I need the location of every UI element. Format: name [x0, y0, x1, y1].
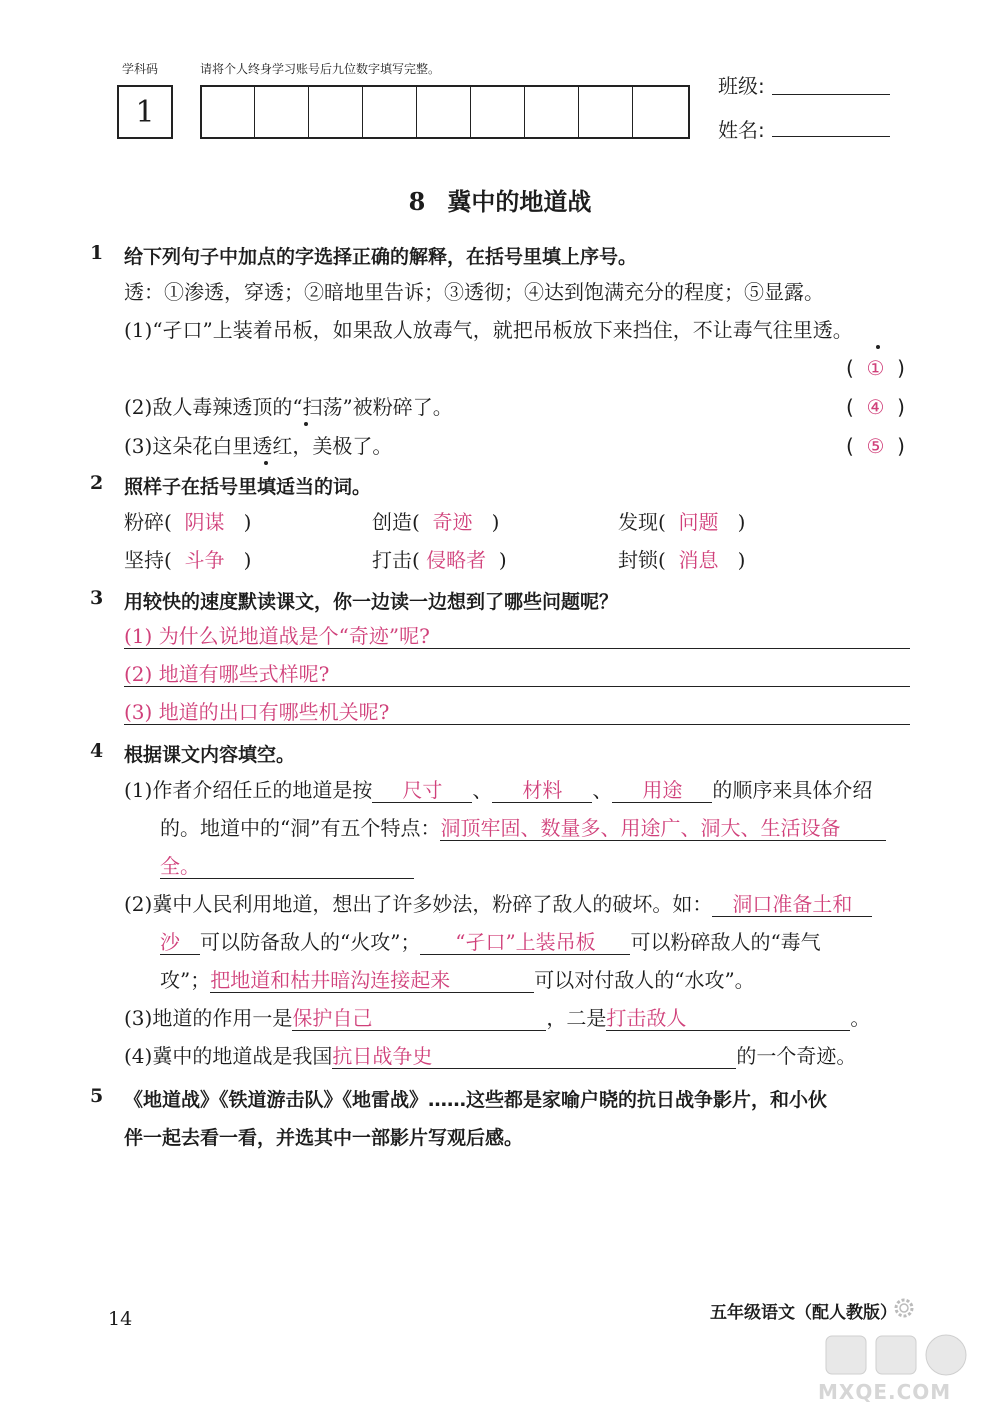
- q2-answer: 阴谋: [184, 510, 225, 534]
- q3-answer-3[interactable]: (3) 地道的出口有哪些机关呢?: [124, 700, 390, 724]
- q1-answer-3-value: ⑤: [866, 434, 885, 458]
- q4-s2-line3: [160, 968, 755, 993]
- q1-item-1: (1)“孑口”上装着吊板，如果敌人放毒气，就把吊板放下来挡住，不让毒气往里透。: [124, 318, 853, 342]
- q2-word: 打击: [372, 548, 412, 572]
- q4-s2-line2: [160, 930, 821, 955]
- q4-s2-blank-1[interactable]: 洞口准备土和: [712, 892, 872, 917]
- answer-line: [124, 648, 910, 649]
- q5-line-2: 伴一起去看一看，并选其中一部影片写观后感。: [124, 1127, 524, 1149]
- q4-s3-text: ，二是: [546, 1006, 607, 1030]
- q4-s4-line: [124, 1044, 856, 1069]
- subject-code-value: 1: [135, 95, 155, 130]
- q3-number: 3: [90, 587, 104, 609]
- q2-word: 粉碎: [124, 510, 164, 534]
- q1-answer-3[interactable]: ( ⑤ ): [846, 434, 905, 458]
- q2-pair-6[interactable]: 封锁( 消息 ): [618, 548, 746, 572]
- q4-s1-line2: [160, 816, 886, 841]
- q4-s1-blank-4b[interactable]: 全。: [160, 854, 414, 879]
- answer-line: [124, 686, 910, 687]
- book-label: 五年级语文（配人教版）: [710, 1303, 897, 1323]
- q1-item-3: (3)这朵花白里透红，美极了。: [124, 434, 393, 458]
- q4-s3-blank-2[interactable]: 打击敌人: [606, 1006, 850, 1031]
- q4-s2-text: 可以粉碎敌人的“毒气: [630, 930, 821, 954]
- class-field[interactable]: [772, 94, 890, 95]
- q4-s4-blank-1[interactable]: 抗日战争史: [332, 1044, 736, 1069]
- emphasis-dot: [264, 461, 268, 465]
- lesson-title: [0, 182, 1000, 217]
- class-label: 班级:: [718, 74, 765, 98]
- q4-sep: 、: [592, 778, 613, 802]
- name-field[interactable]: [772, 136, 890, 137]
- q4-s2-text: (2)冀中人民利用地道，想出了许多妙法，粉碎了敌人的破坏。如：: [124, 892, 713, 916]
- q2-word: 发现: [618, 510, 658, 534]
- q1-answer-1-value: ①: [866, 356, 885, 380]
- watermark-text: MXQE.COM: [818, 1380, 952, 1404]
- q2-pair-4[interactable]: 坚持( 斗争 ): [124, 548, 252, 572]
- q2-answer: 消息: [678, 548, 719, 572]
- account-instruction: 请将个人终身学习账号后九位数字填写完整。: [200, 62, 441, 76]
- q2-number: 2: [90, 472, 104, 494]
- subject-code-box: [117, 85, 173, 139]
- q1-answer-2-value: ④: [866, 395, 885, 419]
- q4-s2-blank-1b[interactable]: 沙: [160, 930, 200, 955]
- q4-s1-blank-3[interactable]: 用途: [612, 778, 712, 803]
- q4-s1-text: 的。地道中的“洞”有五个特点：: [160, 816, 441, 840]
- emphasis-dot: [304, 422, 308, 426]
- q2-pair-5[interactable]: 打击( 侵略者 ): [372, 548, 507, 572]
- q4-s3-line: [124, 1006, 870, 1031]
- q2-word: 封锁: [618, 548, 658, 572]
- q4-s3-text: 。: [850, 1006, 871, 1030]
- q1-answer-2[interactable]: ( ④ ): [846, 395, 905, 419]
- q2-pair-1[interactable]: 粉碎( 阴谋 ): [124, 510, 252, 534]
- page-number: 14: [108, 1308, 133, 1330]
- gear-icon: [893, 1297, 915, 1319]
- q2-word: 坚持: [124, 548, 164, 572]
- q4-s1-line3: [160, 854, 414, 879]
- q4-s2-blank-2[interactable]: “孑口”上装吊板: [420, 930, 630, 955]
- q4-s1-line1: [124, 778, 872, 803]
- account-number-boxes[interactable]: [200, 85, 690, 139]
- answer-line: [124, 724, 910, 725]
- q4-number: 4: [90, 740, 104, 762]
- q2-answer: 斗争: [184, 548, 225, 572]
- watermark-logo: [820, 1330, 980, 1380]
- q2-pair-2[interactable]: 创造( 奇迹 ): [372, 510, 500, 534]
- q4-s1-text: (1)作者介绍任丘的地道是按: [124, 778, 373, 802]
- lesson-number: 8: [408, 187, 426, 216]
- q1-item-2: (2)敌人毒辣透顶的“扫荡”被粉碎了。: [124, 395, 453, 419]
- q4-s1-blank-1[interactable]: 尺寸: [372, 778, 472, 803]
- q2-title: 照样子在括号里填适当的词。: [124, 476, 372, 498]
- q4-s3-text: (3)地道的作用一是: [124, 1006, 293, 1030]
- q3-title: 用较快的速度默读课文，你一边读一边想到了哪些问题呢？: [124, 591, 619, 613]
- q4-s2-line1: [124, 892, 872, 917]
- emphasis-dot: [876, 345, 880, 349]
- q2-word: 创造: [372, 510, 412, 534]
- q4-s2-text: 可以防备敌人的“火攻”；: [200, 930, 421, 954]
- q4-s2-text: 可以对付敌人的“水攻”。: [534, 968, 755, 992]
- q1-answer-1[interactable]: ( ① ): [846, 356, 905, 380]
- q4-s3-blank-1[interactable]: 保护自己: [292, 1006, 546, 1031]
- q3-answer-2[interactable]: (2) 地道有哪些式样呢?: [124, 662, 330, 686]
- q1-options: 透：①渗透，穿透；②暗地里告诉；③透彻；④达到饱满充分的程度；⑤显露。: [124, 280, 824, 304]
- q4-s2-text: 攻”；: [160, 968, 211, 992]
- q2-answer: 奇迹: [432, 510, 473, 534]
- name-label: 姓名:: [718, 118, 765, 142]
- lesson-name: 冀中的地道战: [447, 188, 592, 216]
- q4-title: 根据课文内容填空。: [124, 744, 296, 766]
- q4-sep: 、: [472, 778, 493, 802]
- q4-s4-text: (4)冀中的地道战是我国: [124, 1044, 333, 1068]
- q3-answer-1[interactable]: (1) 为什么说地道战是个“奇迹”呢?: [124, 624, 430, 648]
- q1-title: 给下列句子中加点的字选择正确的解释，在括号里填上序号。: [124, 246, 638, 268]
- q2-answer: 侵略者: [426, 548, 487, 572]
- q2-answer: 问题: [678, 510, 719, 534]
- q4-s1-text: 的顺序来具体介绍: [712, 778, 873, 802]
- q1-number: 1: [90, 242, 104, 264]
- q2-pair-3[interactable]: 发现( 问题 ): [618, 510, 746, 534]
- q4-s4-text: 的一个奇迹。: [736, 1044, 857, 1068]
- q4-s1-blank-2[interactable]: 材料: [492, 778, 592, 803]
- q5-line-1: 《地道战》《铁道游击队》《地雷战》……这些都是家喻户晓的抗日战争影片，和小伙: [124, 1089, 828, 1111]
- subject-code-label: 学科码: [122, 62, 159, 76]
- q4-s2-blank-3[interactable]: 把地道和枯井暗沟连接起来: [210, 968, 534, 993]
- q4-s1-blank-4[interactable]: 洞顶牢固、数量多、用途广、洞大、生活设备: [440, 816, 886, 841]
- q5-number: 5: [90, 1085, 104, 1107]
